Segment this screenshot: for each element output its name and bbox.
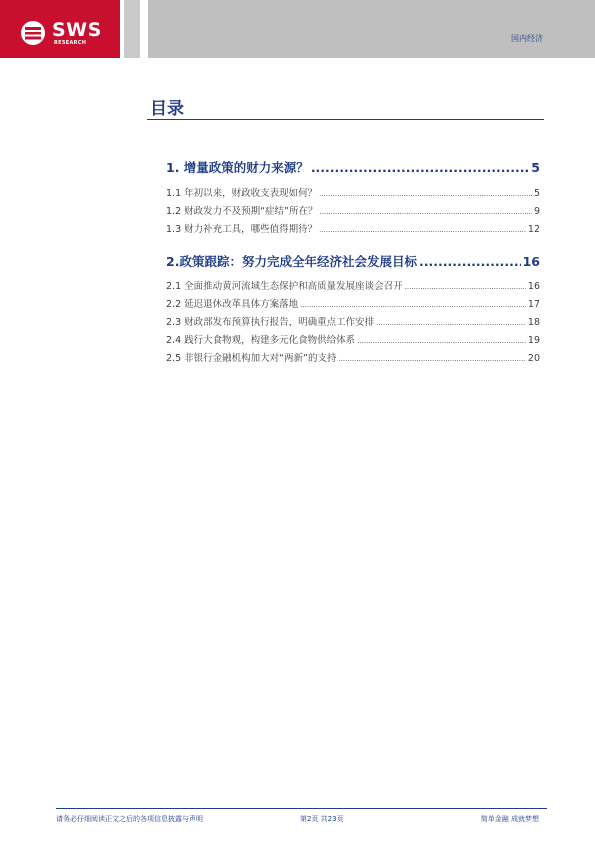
toc-leader-dots bbox=[357, 337, 526, 345]
toc-page-number: 20 bbox=[527, 353, 540, 364]
toc-page-number: 12 bbox=[527, 224, 540, 235]
toc-item-label: 1.1 年初以来，财政收支表现如何？ bbox=[166, 188, 318, 199]
sws-logo bbox=[20, 18, 110, 48]
header-bar bbox=[148, 0, 595, 58]
toc-page-number: 16 bbox=[522, 254, 540, 269]
footer-page-info: 第2页 共23页 bbox=[300, 815, 344, 823]
toc-item-1-3[interactable] bbox=[166, 221, 540, 235]
toc-item-2-3[interactable] bbox=[166, 314, 540, 328]
header-accent-bar bbox=[124, 0, 140, 58]
toc-leader-dots bbox=[319, 208, 531, 216]
toc-item-1-1[interactable] bbox=[166, 185, 540, 199]
toc-leader-dots bbox=[405, 283, 526, 291]
toc-section-1[interactable] bbox=[166, 158, 540, 176]
toc-item-label: 2.2 延迟退休改革具体方案落地 bbox=[166, 299, 299, 310]
toc-item-2-1[interactable] bbox=[166, 278, 540, 292]
logo-text: SWS bbox=[52, 19, 102, 41]
logo-subtext: RESEARCH bbox=[54, 40, 87, 46]
toc-leader-dots bbox=[376, 319, 526, 327]
toc-item-label: 1.2 财政发力不及预期“症结”所在？ bbox=[166, 206, 318, 217]
toc-page-number: 17 bbox=[527, 299, 540, 310]
footer-slogan: 简单金融 成就梦想 bbox=[480, 815, 539, 823]
toc-item-label: 2.1 全面推动黄河流域生态保护和高质量发展座谈会召开 bbox=[166, 281, 403, 292]
toc-page-number: 9 bbox=[533, 206, 540, 217]
toc-item-2-4[interactable] bbox=[166, 332, 540, 346]
footer-disclaimer: 请务必仔细阅读正文之后的各项信息披露与声明 bbox=[56, 815, 203, 823]
toc-section-label: 1. 增量政策的财力来源？ bbox=[166, 160, 309, 175]
sws-logo-icon bbox=[20, 20, 48, 46]
toc-leader-dots bbox=[419, 254, 521, 269]
toc-leader-dots bbox=[300, 301, 526, 309]
toc-section-label: 2.政策跟踪：努力完成全年经济社会发展目标 bbox=[166, 254, 417, 269]
toc-item-label: 1.3 财力补充工具，哪些值得期待？ bbox=[166, 224, 318, 235]
toc-leader-dots bbox=[319, 226, 526, 234]
title-divider bbox=[147, 119, 544, 120]
footer-divider bbox=[56, 808, 547, 809]
toc-item-label: 2.5 非银行金融机构加大对“两新”的支持 bbox=[166, 353, 337, 364]
toc-leader-dots bbox=[338, 355, 525, 363]
toc-item-2-2[interactable] bbox=[166, 296, 540, 310]
toc-page-number: 5 bbox=[533, 188, 540, 199]
toc-item-label: 2.4 践行大食物观，构建多元化食物供给体系 bbox=[166, 335, 356, 346]
toc-page-number: 19 bbox=[527, 335, 540, 346]
toc-item-2-5[interactable] bbox=[166, 350, 540, 364]
toc-item-1-2[interactable] bbox=[166, 203, 540, 217]
header-divider bbox=[140, 0, 148, 58]
report-category: 国内经济 bbox=[511, 34, 543, 43]
toc-item-label: 2.3 财政部发布预算执行报告，明确重点工作安排 bbox=[166, 317, 375, 328]
toc-page-number: 16 bbox=[527, 281, 540, 292]
toc-page-number: 18 bbox=[527, 317, 540, 328]
toc-title: 目录 bbox=[150, 99, 184, 119]
toc-section-2[interactable] bbox=[166, 252, 540, 270]
toc-page-number: 5 bbox=[531, 160, 540, 175]
toc-leader-dots bbox=[311, 160, 529, 175]
toc-leader-dots bbox=[319, 190, 532, 198]
